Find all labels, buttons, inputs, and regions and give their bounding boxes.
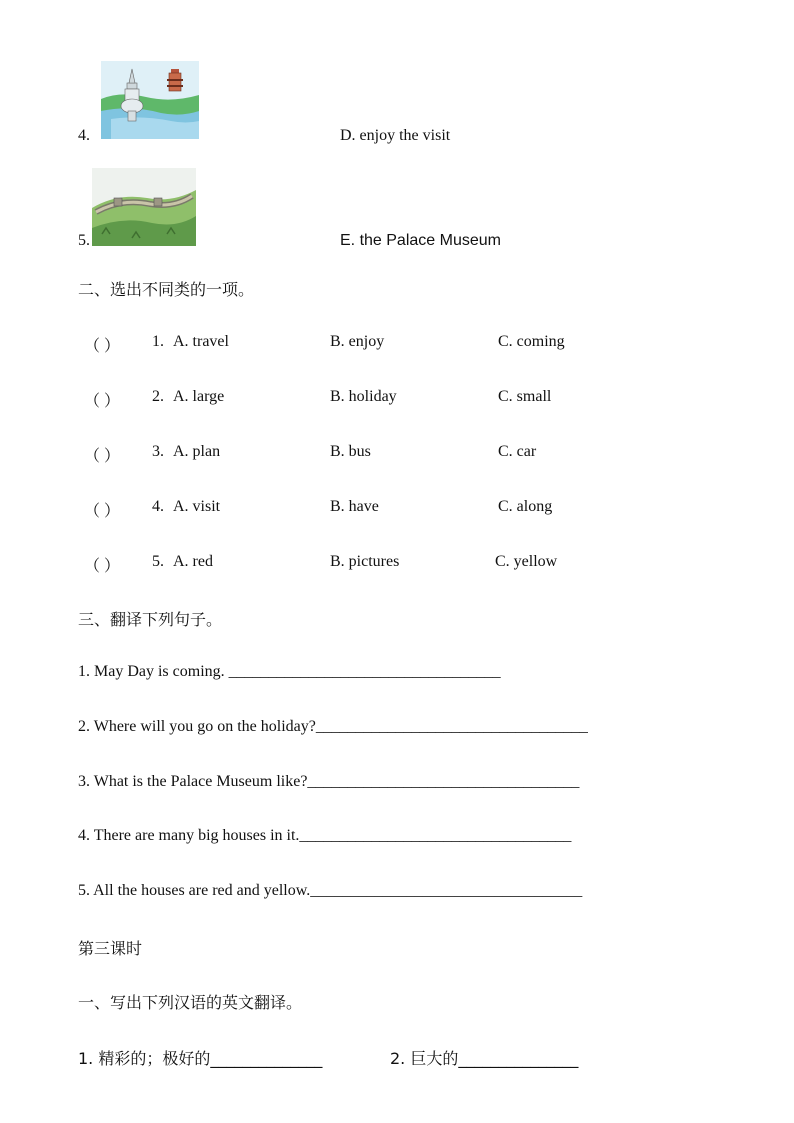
- option-c: C. yellow: [495, 553, 558, 570]
- answer-paren[interactable]: （ ）: [84, 558, 121, 575]
- section-3-title: 三、翻译下列句子。: [78, 610, 223, 629]
- translation-sentence[interactable]: 3. What is the Palace Museum like?__________________________________: [78, 773, 580, 790]
- option-b: B. bus: [330, 443, 371, 460]
- translation-sentence[interactable]: 5. All the houses are red and yellow.__________________________________: [78, 882, 583, 899]
- translation-sentence[interactable]: 2. Where will you go on the holiday?__________________________________: [78, 718, 588, 735]
- option-a: A. large: [173, 388, 225, 405]
- option-c: C. coming: [498, 333, 565, 350]
- section-2-title: 二、选出不同类的一项。: [78, 280, 255, 299]
- option-c: C. car: [498, 443, 537, 460]
- option-b: B. have: [330, 498, 379, 515]
- match-option-d: D. enjoy the visit: [340, 127, 451, 144]
- great-wall-picture: [92, 168, 196, 246]
- option-a: A. red: [173, 553, 213, 570]
- option-b: B. pictures: [330, 553, 400, 570]
- option-c: C. along: [498, 498, 553, 515]
- question-number: 4.: [152, 498, 164, 515]
- option-b: B. enjoy: [330, 333, 385, 350]
- option-c: C. small: [498, 388, 552, 405]
- option-a: A. travel: [173, 333, 229, 350]
- match-item-number: 4.: [78, 127, 90, 144]
- translation-sentence[interactable]: 4. There are many big houses in it.__________________________________: [78, 827, 572, 844]
- option-a: A. visit: [173, 498, 221, 515]
- option-b: B. holiday: [330, 388, 397, 405]
- answer-paren[interactable]: （ ）: [84, 503, 121, 520]
- question-number: 2.: [152, 388, 164, 405]
- west-lake-pagoda-picture: [101, 61, 199, 139]
- vocab-item[interactable]: 1. 精彩的；极好的______________: [78, 1049, 323, 1068]
- lesson-3-heading: 第三课时: [78, 939, 143, 958]
- question-number: 3.: [152, 443, 164, 460]
- lesson-3-section-1-title: 一、写出下列汉语的英文翻译。: [78, 993, 303, 1012]
- match-item-number: 5.: [78, 232, 90, 249]
- answer-paren[interactable]: （ ）: [84, 338, 121, 355]
- answer-paren[interactable]: （ ）: [84, 393, 121, 410]
- option-a: A. plan: [173, 443, 221, 460]
- match-option-e: E. the Palace Museum: [340, 232, 501, 249]
- answer-paren[interactable]: （ ）: [84, 448, 121, 465]
- vocab-item[interactable]: 2. 巨大的_______________: [390, 1049, 579, 1068]
- question-number: 5.: [152, 553, 164, 570]
- translation-sentence[interactable]: 1. May Day is coming. __________________________________: [78, 663, 501, 680]
- question-number: 1.: [152, 333, 164, 350]
